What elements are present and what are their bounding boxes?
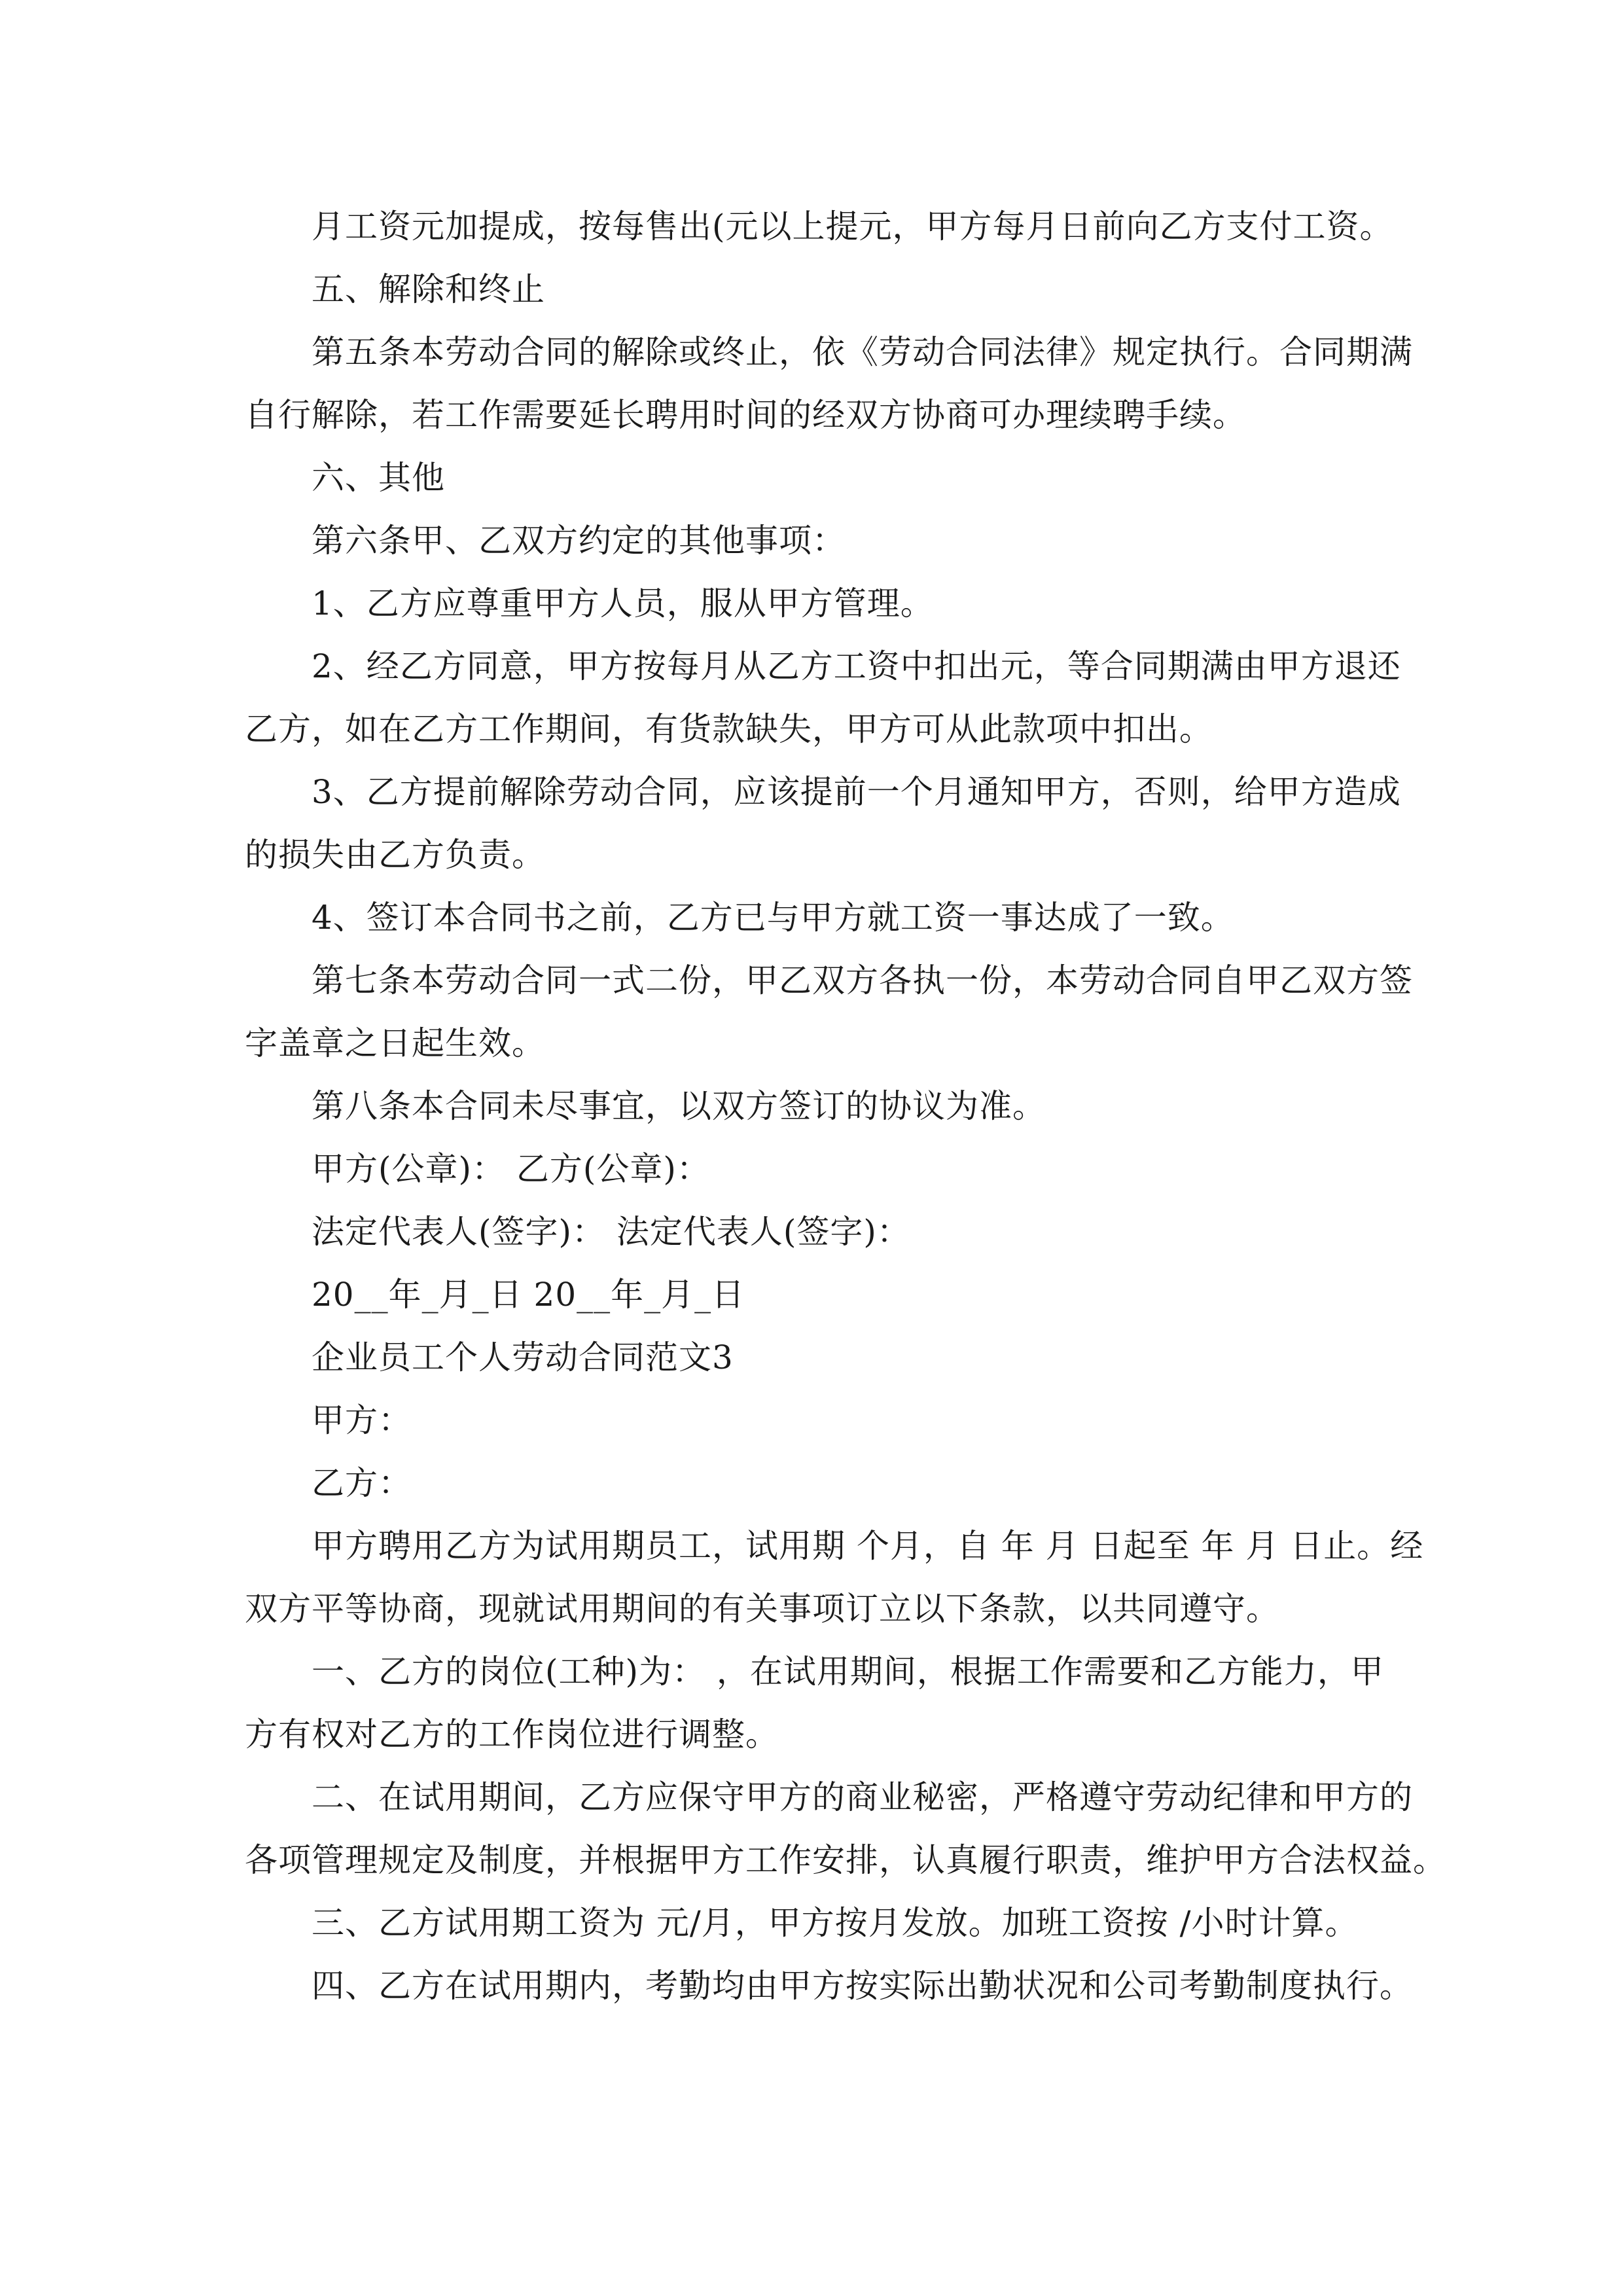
contract-body <box>245 203 1446 2025</box>
list-item: 2、经乙方同意，甲方按每月从乙方工资中扣出元，等合同期满由甲方退还 <box>312 647 1401 685</box>
party-a-line: 甲方： <box>312 1401 412 1439</box>
signature-line: 甲方(公章)： 乙方(公章)： <box>312 1150 710 1188</box>
text-line: 字盖章之日起生效。 <box>245 1024 545 1062</box>
text-line: 三、乙方试用期工资为 元/月，甲方按月发放。加班工资按 /小时计算。 <box>312 1904 1359 1942</box>
section-heading: 五、解除和终止 <box>312 270 545 308</box>
text-line: 第八条本合同未尽事宜，以双方签订的协议为准。 <box>312 1087 1046 1125</box>
list-item: 1、乙方应尊重甲方人员，服从甲方管理。 <box>312 584 934 622</box>
text-line: 二、在试用期间，乙方应保守甲方的商业秘密，严格遵守劳动纪律和甲方的 <box>312 1778 1413 1816</box>
text-line: 的损失由乙方负责。 <box>245 836 545 874</box>
document-title: 企业员工个人劳动合同范文3 <box>312 1338 734 1376</box>
text-line: 一、乙方的岗位(工种)为： ，在试用期间，根据工作需要和乙方能力，甲 <box>312 1653 1384 1691</box>
text-line: 自行解除，若工作需要延长聘用时间的经双方协商可办理续聘手续。 <box>245 396 1246 434</box>
party-b-line: 乙方： <box>312 1464 412 1502</box>
text-line: 月工资元加提成，按每售出(元以上提元，甲方每月日前向乙方支付工资。 <box>312 207 1393 245</box>
section-heading: 六、其他 <box>312 459 445 497</box>
text-line: 方有权对乙方的工作岗位进行调整。 <box>245 1715 779 1753</box>
text-line: 第五条本劳动合同的解除或终止，依《劳动合同法律》规定执行。合同期满 <box>312 333 1413 371</box>
text-line: 第六条甲、乙双方约定的其他事项： <box>312 522 846 560</box>
list-item: 4、签订本合同书之前，乙方已与甲方就工资一事达成了一致。 <box>312 899 1234 937</box>
signature-line: 法定代表人(签字)： 法定代表人(签字)： <box>312 1213 910 1251</box>
text-line: 双方平等协商，现就试用期间的有关事项订立以下条款，以共同遵守。 <box>245 1590 1279 1628</box>
text-line: 各项管理规定及制度，并根据甲方工作安排，认真履行职责，维护甲方合法权益。 <box>245 1841 1446 1879</box>
text-line: 乙方，如在乙方工作期间，有货款缺失，甲方可从此款项中扣出。 <box>245 710 1213 748</box>
text-line: 第七条本劳动合同一式二份，甲乙双方各执一份，本劳动合同自甲乙双方签 <box>312 961 1413 999</box>
date-line: 20__年_月_日 20__年_月_日 <box>312 1276 745 1314</box>
list-item: 3、乙方提前解除劳动合同，应该提前一个月通知甲方，否则，给甲方造成 <box>312 773 1401 811</box>
text-line: 四、乙方在试用期内，考勤均由甲方按实际出勤状况和公司考勤制度执行。 <box>312 1967 1413 2005</box>
text-line: 甲方聘用乙方为试用期员工，试用期 个月，自 年 月 日起至 年 月 日止。经 <box>312 1527 1424 1565</box>
